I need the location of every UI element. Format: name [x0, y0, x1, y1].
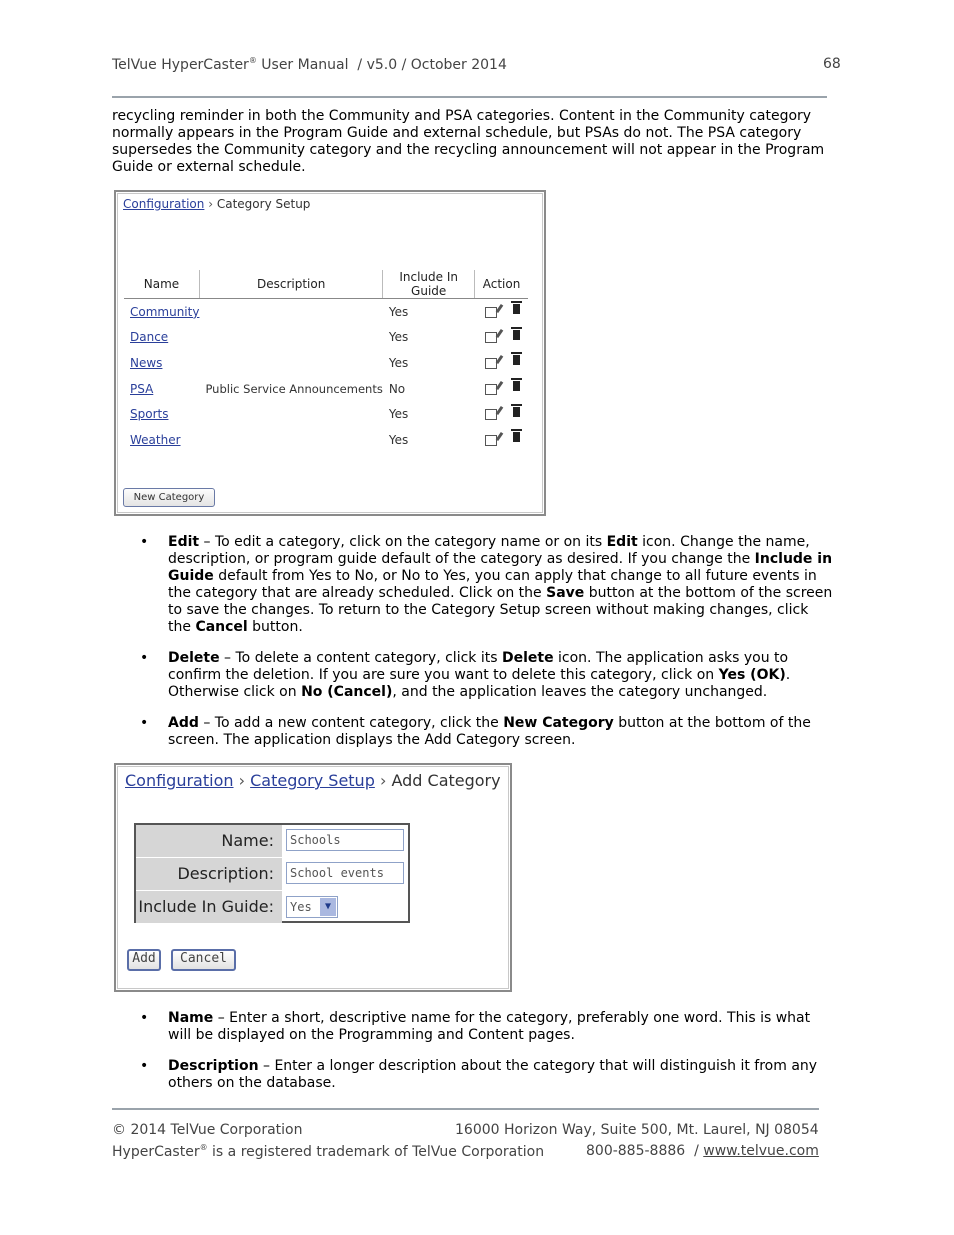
- edit-icon[interactable]: [485, 307, 497, 318]
- add-button[interactable]: Add: [127, 949, 161, 971]
- include-in-guide-select[interactable]: Yes ▼: [286, 896, 338, 918]
- delete-icon[interactable]: [513, 355, 520, 365]
- category-link-psa[interactable]: PSA: [130, 381, 154, 396]
- delete-icon[interactable]: [513, 432, 520, 442]
- table-row: Sports Yes: [124, 401, 528, 427]
- edit-icon[interactable]: [485, 409, 497, 420]
- category-link-sports[interactable]: Sports: [130, 407, 169, 422]
- category-link-community[interactable]: Community: [130, 304, 200, 319]
- footer-contact: 800-885-8886 / www.telvue.com: [586, 1143, 819, 1159]
- category-setup-screenshot: [114, 190, 546, 516]
- new-category-button[interactable]: New Category: [123, 488, 215, 507]
- name-row: [136, 825, 408, 857]
- description-input[interactable]: School events: [286, 862, 404, 884]
- breadcrumb-configuration-link[interactable]: Configuration: [125, 771, 234, 790]
- col-description: Description: [199, 270, 382, 299]
- delete-icon[interactable]: [513, 407, 520, 417]
- bullet-dot: •: [140, 534, 149, 550]
- delete-icon[interactable]: [513, 381, 520, 391]
- bullet-dot: •: [140, 1058, 149, 1074]
- category-link-weather[interactable]: Weather: [130, 432, 181, 447]
- add-bullet: Add – To add a new content category, click the New Category button at the bottom of the screen. The application displays the Add Category screen.: [168, 715, 811, 748]
- footer-address: 16000 Horizon Way, Suite 500, Mt. Laurel, NJ 08054: [455, 1122, 819, 1138]
- description-label: Description:: [136, 858, 282, 890]
- footer-trademark: HyperCaster® is a registered trademark of TelVue Corporation: [112, 1143, 545, 1160]
- add-category-screenshot: [114, 763, 512, 992]
- name-bullet: Name – Enter a short, descriptive name for the category, preferably one word. This is what will be displayed on the Programming and Content pages.: [168, 1010, 811, 1043]
- edit-bullet: Edit – To edit a category, click on the category name or on its Edit icon. Change the name, description, or program guide default of the category as desired. If you change the Include in Guide default from Yes to No, or No to Yes, you can apply that change to all future events in the category that are already scheduled. Click on the Save button at the bottom of the screen to save the changes. To return to the Category Setup screen without making changes, click the Cancel button.: [168, 534, 833, 635]
- bullet-dot: •: [140, 1010, 149, 1026]
- delete-icon[interactable]: [513, 304, 520, 314]
- cancel-button[interactable]: Cancel: [171, 949, 236, 971]
- delete-icon[interactable]: [513, 330, 520, 340]
- edit-icon[interactable]: [485, 358, 497, 369]
- breadcrumb-configuration-link[interactable]: Configuration: [123, 197, 205, 211]
- website-link[interactable]: www.telvue.com: [703, 1143, 819, 1159]
- col-include: Include In Guide: [383, 270, 475, 299]
- edit-icon[interactable]: [485, 435, 497, 446]
- description-row: [136, 858, 408, 890]
- running-header: TelVue HyperCaster® User Manual / v5.0 / October 2014: [112, 56, 507, 73]
- table-row: Weather Yes: [124, 427, 528, 453]
- table-row: Community Yes: [124, 299, 528, 325]
- footer-copyright: © 2014 TelVue Corporation: [112, 1122, 303, 1138]
- category-link-news[interactable]: News: [130, 355, 163, 370]
- edit-icon[interactable]: [485, 332, 497, 343]
- delete-bullet: Delete – To delete a content category, click its Delete icon. The application asks you to confirm the deletion. If you are sure you want to delete this category, click on Yes (OK). Otherwise click on No (Cancel), and the application leaves the category unchanged.: [168, 650, 791, 700]
- footer-rule: [112, 1108, 819, 1110]
- category-table: [124, 270, 528, 453]
- edit-icon[interactable]: [485, 384, 497, 395]
- bullet-dot: •: [140, 715, 149, 731]
- description-bullet: Description – Enter a longer description about the category that will distinguish it from any others on the database.: [168, 1058, 818, 1091]
- include-in-guide-label: Include In Guide:: [136, 891, 282, 923]
- name-label: Name:: [136, 825, 282, 857]
- include-in-guide-row: [136, 891, 408, 923]
- table-row: News Yes: [124, 350, 528, 376]
- intro-paragraph: recycling reminder in both the Community and PSA categories. Content in the Community category normally appears in the Program Guide and external schedule, but PSAs do not. The PSA category supersedes the Community category and the recycling announcement will not appear in the Program Guide or external schedule.: [112, 108, 825, 175]
- category-link-dance[interactable]: Dance: [130, 330, 169, 345]
- breadcrumb-category-setup-link[interactable]: Category Setup: [250, 771, 375, 790]
- chevron-down-icon[interactable]: ▼: [320, 898, 336, 916]
- name-input[interactable]: Schools: [286, 829, 404, 851]
- add-category-form: [134, 823, 410, 923]
- header-rule: [112, 96, 827, 98]
- table-row: Dance Yes: [124, 325, 528, 351]
- col-action: Action: [475, 270, 528, 299]
- bullet-dot: •: [140, 650, 149, 666]
- breadcrumb: Configuration › Category Setup: [123, 197, 311, 211]
- table-row: PSA Public Service Announcements No: [124, 376, 528, 402]
- breadcrumb: Configuration › Category Setup › Add Category: [125, 771, 501, 790]
- col-name: Name: [124, 270, 199, 299]
- page-number: 68: [823, 56, 841, 72]
